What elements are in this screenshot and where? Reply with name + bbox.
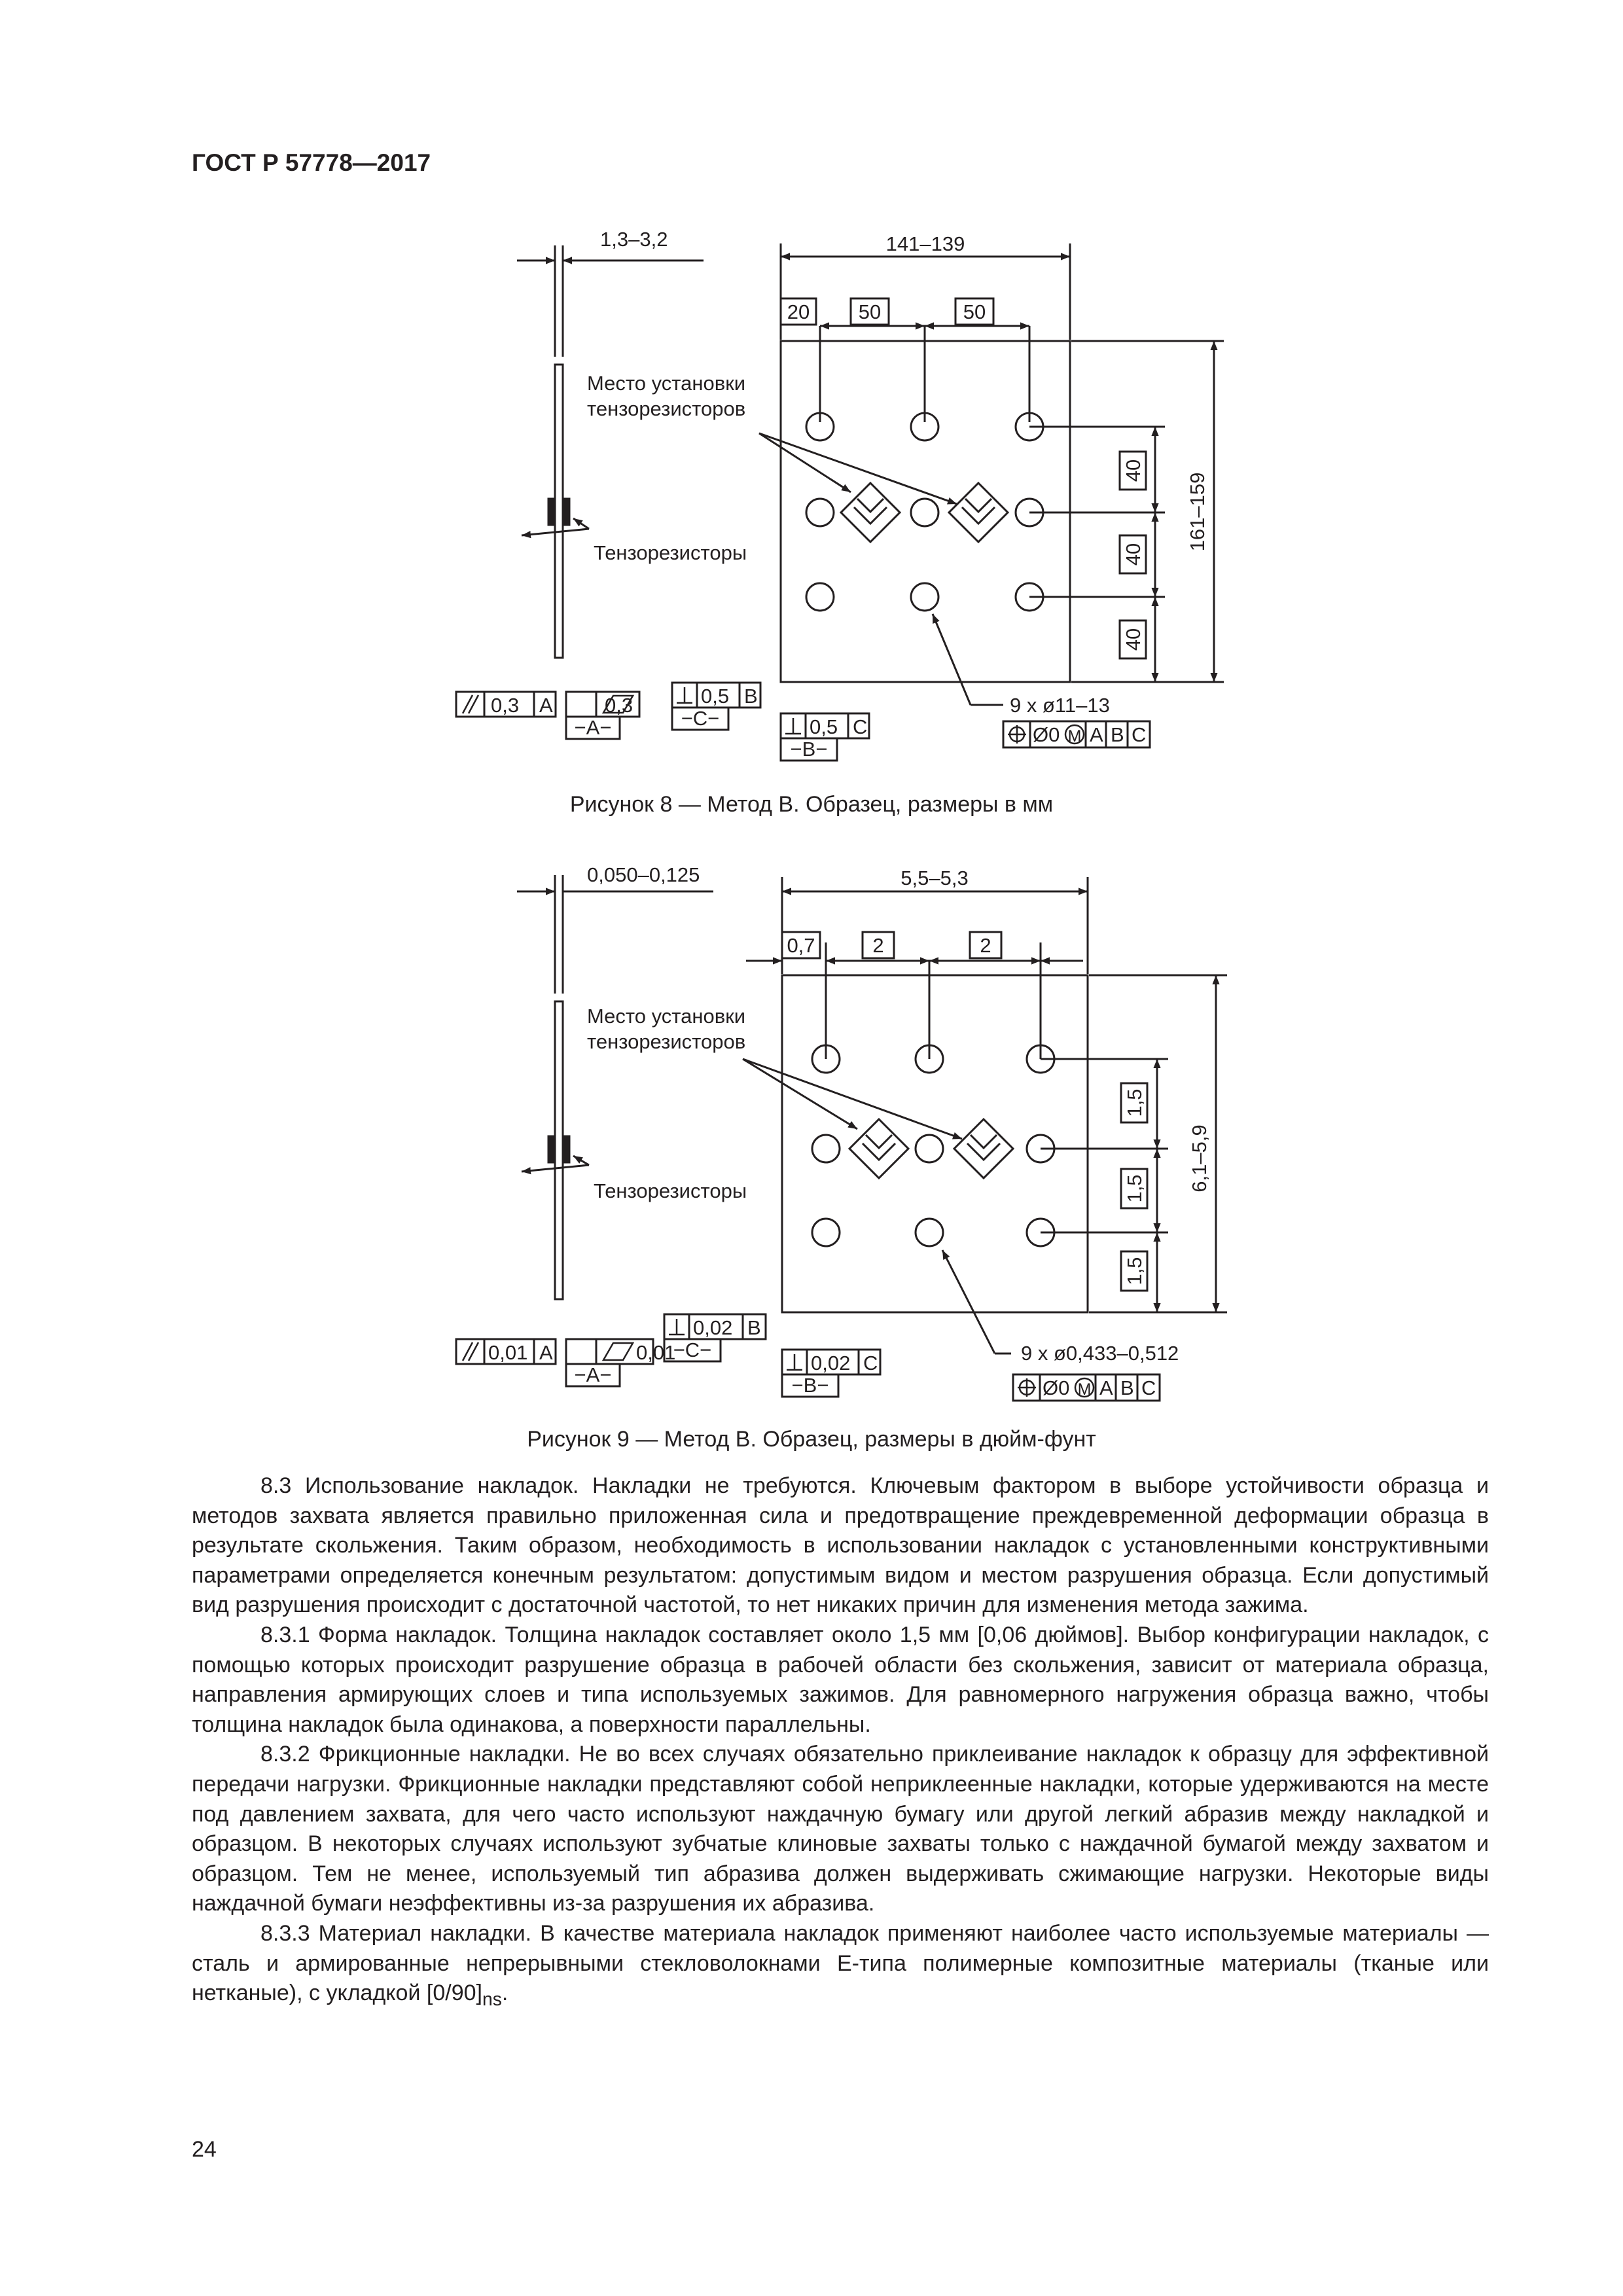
dim-step-v2-8: 40 <box>1122 543 1145 566</box>
dim-thickness-9: 0,050–0,125 <box>587 863 700 886</box>
position-datum-b-9: B <box>1120 1376 1134 1399</box>
position-datum-c-8: C <box>1132 723 1147 746</box>
hole <box>806 499 834 526</box>
holes-callout-8: 9 x ø11–13 <box>1010 694 1110 717</box>
paragraph-8-3-3-text: 8.3.3 Материал накладки. В качестве материала накладок применяют наиболее часто используемые материалы — сталь и армированные непрерывными стекловолокнами Е-типа полимерные композитные материалы (тканые или нетканые), с укладкой [0/90] <box>192 1920 1489 2006</box>
perp-b-tol-8: 0,5 <box>810 715 838 738</box>
datum-c-label-9: −C− <box>673 1338 712 1361</box>
body-text <box>192 1471 1489 2015</box>
datum-c-label-8: −C− <box>681 707 720 730</box>
dim-step-v1-9: 1,5 <box>1123 1088 1146 1117</box>
hole <box>911 583 938 611</box>
dim-width-8: 141–139 <box>885 232 965 255</box>
side-view-strip <box>555 365 563 658</box>
gauge-location-label-9: Место установки <box>587 1005 746 1028</box>
hole <box>916 1219 943 1246</box>
position-tol-8: Ø0 <box>1033 723 1060 746</box>
figure-8 <box>0 0 1623 851</box>
figure-8-caption: Рисунок 8 — Метод В. Образец, размеры в мм <box>569 792 1054 817</box>
gauge-location-label-8b: тензорезисторов <box>587 397 746 420</box>
specimen-plate <box>782 975 1088 1312</box>
strain-gauge-symbol-right <box>954 1119 1013 1178</box>
parallelism-datum-8: A <box>539 694 553 717</box>
side-view-strip <box>555 1001 563 1299</box>
paragraph-8-3-2: 8.3.2 Фрикционные накладки. Не во всех случаях обязательно приклеивание накладок к образцу для эффективной передачи нагрузки. Фрикционные накладки представляют собой неприклеенные накладки, которые удерживаются на месте под давлением захвата, для чего часто используют наждачную бумагу или другой легкий абразив между накладкой и образцом. В некоторых случаях используют зубчатые клиновые захваты только с наждачной бумагой между захватом и образцом. Тем не менее, используемый тип абразива должен выдерживать сжимающие нагрузки. Некоторые виды наждачной бумаги неэффективны из-за разрушения их абразива. <box>192 1742 1489 1916</box>
paragraph-8-3-3-end: . <box>501 1981 508 2006</box>
perp-b-tol-9: 0,02 <box>811 1352 851 1374</box>
figure-9-caption: Рисунок 9 — Метод В. Образец, размеры в дюйм-фунт <box>527 1427 1096 1452</box>
hole <box>916 1135 943 1162</box>
figure-9 <box>0 851 1623 1440</box>
position-datum-c-9: C <box>1141 1376 1156 1399</box>
paragraph-8-3-3 <box>192 1919 1489 2015</box>
dim-step-v3-9: 1,5 <box>1123 1257 1146 1285</box>
paragraph-8-3: 8.3 Использование накладок. Накладки не требуются. Ключевым фактором в выборе устойчивости образца и методов захвата является правильно приложенная сила и предотвращение преждевременной деформации образца в результате скольжения. Таким образом, необходимость в использовании накладок с установленными конструктивными параметрами определяется конечным результатом: допустимым видом и местом разрушения образца. Если допустимый вид разрушения происходит с достаточной частотой, то нет никаких причин для изменения метода зажима. <box>192 1473 1489 1618</box>
dim-thickness-8: 1,3–3,2 <box>600 228 668 251</box>
position-datum-a-9: A <box>1099 1376 1113 1399</box>
gauge-location-label-8: Место установки <box>587 372 746 395</box>
parallelism-tol-8: 0,3 <box>491 694 520 717</box>
side-gauge-left <box>548 499 555 525</box>
strain-gauge-symbol-left <box>849 1119 908 1178</box>
figure-9-drawing <box>0 851 1623 1440</box>
perp-c-tol-8: 0,5 <box>701 685 730 708</box>
dim-height-9: 6,1–5,9 <box>1188 1124 1211 1193</box>
parallelism-datum-9: A <box>539 1341 553 1364</box>
side-gauge-right <box>563 1136 569 1162</box>
flatness-tol-8: 0,3 <box>605 694 633 717</box>
gauges-label-8: Тензорезисторы <box>594 541 747 564</box>
paragraph-8-3-3-subscript: ns <box>482 1988 502 2010</box>
perp-c-datum-9: B <box>747 1316 761 1339</box>
dim-edge-9: 0,7 <box>787 934 815 957</box>
perp-b-datum-9: C <box>863 1352 878 1374</box>
side-gauge-right <box>563 499 569 525</box>
standard-header: ГОСТ Р 57778—2017 <box>192 149 431 176</box>
position-tol-9: Ø0 <box>1043 1376 1070 1399</box>
perp-c-tol-9: 0,02 <box>693 1316 733 1339</box>
mmc-symbol-8: M <box>1067 727 1082 745</box>
datum-a-label-8: −A− <box>574 716 612 739</box>
side-gauge-left <box>548 1136 555 1162</box>
perp-c-datum-8: B <box>744 685 758 708</box>
datum-b-label-8: −B− <box>790 738 828 761</box>
figure-8-drawing <box>0 0 1623 851</box>
hole <box>812 1219 840 1246</box>
mmc-symbol-9: M <box>1077 1380 1092 1399</box>
dim-step-h2-9: 2 <box>980 934 991 957</box>
flatness-tol-9: 0,01 <box>636 1341 676 1364</box>
dim-step-v1-8: 40 <box>1122 459 1145 482</box>
position-datum-a-8: A <box>1090 723 1103 746</box>
datum-b-label-9: −B− <box>791 1374 829 1397</box>
datum-a-label-9: −A− <box>574 1363 612 1386</box>
parallelism-tol-9: 0,01 <box>488 1341 528 1364</box>
dim-edge-8: 20 <box>787 300 810 323</box>
page-number: 24 <box>192 2137 217 2162</box>
dim-step-v2-9: 1,5 <box>1123 1174 1146 1203</box>
holes-callout-9: 9 x ø0,433–0,512 <box>1021 1342 1179 1365</box>
perp-b-datum-8: C <box>853 715 868 738</box>
hole <box>812 1135 840 1162</box>
dim-step-h1-8: 50 <box>858 300 882 323</box>
dim-width-9: 5,5–5,3 <box>901 867 969 889</box>
hole <box>806 583 834 611</box>
dim-step-h1-9: 2 <box>872 934 884 957</box>
dim-step-h2-8: 50 <box>963 300 986 323</box>
hole <box>911 499 938 526</box>
paragraph-8-3-1: 8.3.1 Форма накладок. Толщина накладок составляет около 1,5 мм [0,06 дюймов]. Выбор конфигурации накладок, с помощью которых происходит разрушение образца в рабочей области без скольжения, зависит от материала образца, направления армирующих слоев и типа используемых зажимов. Для равномерного нагружения образца важно, чтобы толщина накладок была одинакова, а поверхности параллельны. <box>192 1622 1489 1737</box>
position-datum-b-8: B <box>1111 723 1124 746</box>
gauge-location-label-9b: тензорезисторов <box>587 1030 746 1053</box>
dim-step-v3-8: 40 <box>1122 628 1145 651</box>
dim-height-8: 161–159 <box>1186 472 1209 552</box>
strain-gauge-symbol-right <box>949 483 1008 542</box>
gauges-label-9: Тензорезисторы <box>594 1179 747 1202</box>
